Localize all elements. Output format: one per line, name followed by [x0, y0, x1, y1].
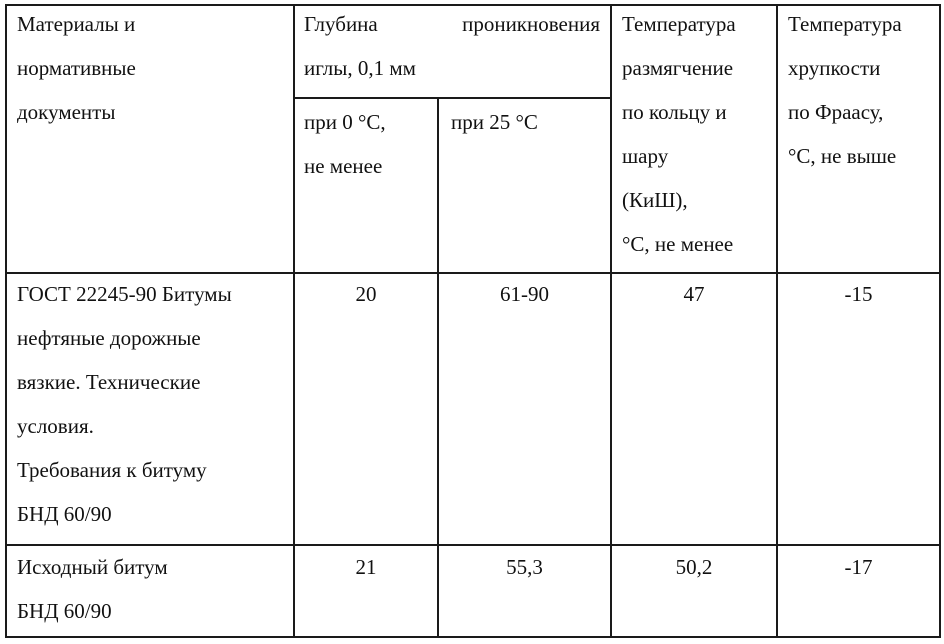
table-row-1-brittleness: -15	[844, 282, 873, 306]
header-brittleness-line: °С, не выше	[788, 144, 897, 168]
header-penetration-group	[304, 2, 600, 90]
table-row-1-material	[17, 272, 232, 536]
table-border-bottom	[5, 636, 941, 638]
column-divider-1	[293, 4, 295, 638]
material-line: вязкие. Технические	[17, 370, 201, 394]
header-materials	[17, 2, 136, 134]
material-line: условия.	[17, 414, 94, 438]
table-border-right	[939, 4, 941, 638]
header-softening-line: размягчение	[622, 56, 734, 80]
table-row-2-brittleness: -17	[844, 555, 873, 579]
material-line: БНД 60/90	[17, 502, 112, 526]
header-pen-25c-line: при 25 °С	[451, 110, 538, 134]
material-line: Требования к битуму	[17, 458, 207, 482]
material-line: ГОСТ 22245-90 Битумы	[17, 282, 232, 306]
header-penetration-word: Глубина	[304, 12, 378, 36]
header-penetration-line-2: иглы, 0,1 мм	[304, 56, 416, 80]
header-penetration-word: проникновения	[462, 12, 600, 36]
table-row-2-material	[17, 545, 168, 633]
header-materials-line: документы	[17, 100, 116, 124]
column-divider-3	[610, 4, 612, 638]
column-divider-4	[776, 4, 778, 638]
header-pen-0c-line: при 0 °С,	[304, 110, 386, 134]
header-brittleness-line: Температура	[788, 12, 902, 36]
header-softening-line: °С, не менее	[622, 232, 734, 256]
table-row-2-pen-0c: 21	[355, 555, 377, 579]
table-row-1-softening: 47	[683, 282, 705, 306]
header-softening-line: по кольцу и	[622, 100, 727, 124]
material-line: нефтяные дорожные	[17, 326, 201, 350]
material-line: Исходный битум	[17, 555, 168, 579]
header-pen-25c	[451, 100, 538, 144]
header-pen-0c-line: не менее	[304, 154, 383, 178]
header-subdivider	[293, 97, 610, 99]
table-row-2-softening: 50,2	[675, 555, 713, 579]
table-row-2-pen-25c: 55,3	[506, 555, 543, 579]
header-brittleness	[788, 2, 902, 178]
material-line: БНД 60/90	[17, 599, 112, 623]
header-pen-0c	[304, 100, 386, 188]
table-row-1-pen-0c: 20	[355, 282, 377, 306]
header-materials-line: Материалы и	[17, 12, 136, 36]
header-softening-line: (КиШ),	[622, 188, 688, 212]
header-materials-line: нормативные	[17, 56, 136, 80]
header-softening-line: шару	[622, 144, 669, 168]
header-softening-line: Температура	[622, 12, 736, 36]
header-brittleness-line: хрупкости	[788, 56, 881, 80]
table-border-left	[5, 4, 7, 638]
table-row-1-pen-25c: 61-90	[500, 282, 549, 306]
header-penetration-line-1	[304, 2, 600, 46]
header-brittleness-line: по Фраасу,	[788, 100, 884, 124]
header-softening-point	[622, 2, 736, 266]
